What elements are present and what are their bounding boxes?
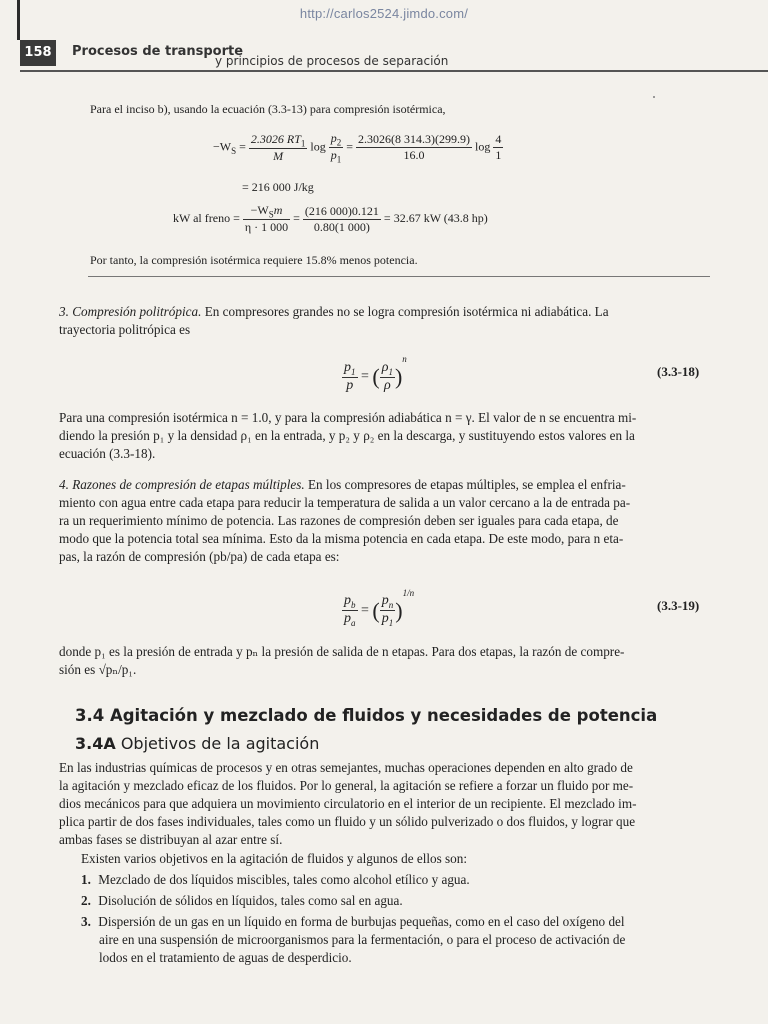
item4-after-line2: sión es √pₙ/p₁.: [59, 662, 137, 677]
item4-line2: miento con agua entre cada etapa para reducir la temperatura de salida a un valor cercano a la de entrada pa-: [59, 495, 631, 510]
corner-rule: [17, 0, 20, 40]
eq2-frac1-den: η · 1 000: [244, 220, 289, 235]
example-conclusion: Por tanto, la compresión isotérmica requiere 15.8% menos potencia.: [90, 253, 418, 267]
page-number: 158: [20, 40, 56, 66]
eq1-frac4-num: 4: [495, 132, 502, 147]
header-rule: [20, 70, 768, 72]
item4-text-line1: En los compresores de etapas múltiples, se emplea el enfria-: [307, 477, 626, 492]
source-url[interactable]: http://carlos2524.jimdo.com/: [299, 6, 469, 21]
eq1-frac4: [493, 132, 503, 163]
list-item-3-continuation: aire en una suspensión de microorganismos para la fermentación, o para el proceso de activación de: [99, 932, 626, 947]
eq18-lhs-frac: $\frac{p_1}{p}$: [344, 359, 356, 393]
equation-3-3-19: $\frac{p_b}{p_a}$ = ( $\frac{p_n}{p_1}$ )$^{1/n}$: [344, 588, 415, 629]
eq1-frac3: [356, 132, 472, 163]
item3-text-line2: trayectoria politrópica es: [59, 322, 191, 337]
eq1-frac2-den-sub: 1: [336, 154, 342, 165]
list-item: [81, 893, 403, 909]
equation-3-3-18: $\frac{p_1}{p}$ = ( $\frac{\rho_1}{\rho}$ )$^n$: [344, 354, 407, 393]
eq-number-3-3-19: (3.3-19): [657, 598, 700, 613]
item3-text-line1: En compresores grandes no se logra compresión isotérmica ni adiabática. La: [204, 304, 609, 319]
eq1-frac2: [329, 131, 344, 165]
eq1-frac1-num: 2.3026 RT: [250, 131, 301, 146]
running-title-rest: y principios de procesos de separación: [215, 54, 449, 68]
list-text: Dispersión de un gas en un líquido en forma de burbujas pequeñas, como en el caso del oxígeno del: [98, 914, 625, 929]
subsection-number: 3.4A: [75, 734, 116, 753]
p1-line: la agitación y mezclado eficaz de los fluidos. Por lo general, la agitación se refiere a forzar un fluido por me-: [59, 778, 634, 793]
eq2-frac1: [243, 203, 290, 235]
p1-line: dios mecánicos para que adquiera un movimiento circulatorio en el interior de un recipiente. El mezclado im-: [59, 796, 637, 811]
subsection-title: Objetivos de la agitación: [120, 734, 320, 753]
eq19-rhs-frac: $\frac{p_n}{p_1}$: [381, 593, 394, 629]
eq1-lhs: −W: [213, 139, 232, 154]
eq2-frac1-num-sub: S: [268, 209, 274, 220]
item4-line4: modo que la potencia total sea mínima. Esto da la misma potencia en cada etapa. De este modo, para n eta-: [59, 531, 624, 546]
list-item-3-continuation: lodos en el tratamiento de aguas de desperdicio.: [99, 950, 352, 965]
item3-title: 3. Compresión politrópica.: [59, 304, 202, 319]
item3-para-line3: ecuación (3.3-18).: [59, 446, 156, 461]
item4-paragraph: [59, 477, 626, 493]
list-number: 3.: [81, 914, 91, 929]
section-heading: 3.4 Agitación y mezclado de fluidos y necesidades de potencia: [75, 706, 658, 725]
subsection-heading: [75, 734, 319, 753]
item4-line3: ra un requerimiento mínimo de potencia. Las razones de compresión deben ser iguales para cada etapa, de: [59, 513, 619, 528]
p1-line: plica partir de dos fases individuales, tales como un fluido y un sólido pulverizado o dos fluidos, y lograr que: [59, 814, 636, 829]
section-paragraph-1: [59, 760, 709, 850]
eq1-frac3-den: 16.0: [403, 148, 425, 163]
list-number: 2.: [81, 893, 91, 908]
scan-speck: [653, 96, 655, 98]
p1-line: ambas fases se distribuyan al azar entre sí.: [59, 832, 283, 847]
section-paragraph-2: Existen varios objetivos en la agitación de fluidos y algunos de ellos son:: [81, 851, 468, 866]
eq19-lhs-frac: $\frac{p_b}{p_a}$: [344, 593, 356, 629]
eq2-frac2: [303, 204, 381, 235]
eq2-frac1-num-m: m: [273, 203, 283, 217]
eq1-result: = 216 000 J/kg: [242, 180, 314, 194]
item4-line5: pas, la razón de compresión (pb/pa) de cada etapa es:: [59, 549, 340, 564]
eq2-frac1-num: −W: [250, 203, 269, 217]
item3-paragraph: [59, 304, 609, 320]
item3-para-line1: Para una compresión isotérmica n = 1.0, y para la compresión adiabática n = γ. El valor de n se encuentra mi-: [59, 410, 637, 425]
item4-after-line1: donde p₁ es la presión de entrada y pₙ la presión de salida de n etapas. Para dos etapas, la razón de compre-: [59, 644, 625, 659]
eq1-log: log: [310, 139, 326, 154]
list-number: 1.: [81, 872, 91, 887]
example-end-rule: [88, 276, 710, 277]
brake-power-equation: kW al freno = $\frac{-W_Sm}{\eta \cdot 1 000}$ = $\frac{(216 000)0.121}{0.80(1 000)}$ = 32.67 kW (43.8 hp): [173, 203, 488, 235]
eq1-frac1-den: M: [273, 149, 284, 164]
eq-number-3-3-18: (3.3-18): [657, 364, 700, 379]
list-text: Disolución de sólidos en líquidos, tales como sal en agua.: [98, 893, 403, 908]
eq1-frac2-den: p: [330, 148, 337, 163]
item3-para-line2: diendo la presión p₁ y la densidad ρ₁ en la entrada, y p₂ y ρ₂ en la descarga, y sustituyendo estos valores en la: [59, 428, 635, 443]
eq18-rhs-frac: $\frac{\rho_1}{\rho}$: [381, 359, 393, 393]
item4-title: 4. Razones de compresión de etapas múltiples.: [59, 477, 305, 492]
list-item: [81, 914, 625, 930]
eq1-frac4-den: 1: [495, 148, 502, 163]
eq2-frac2-num: (216 000)0.121: [304, 203, 379, 218]
eq1-lhs-sub: S: [231, 146, 237, 157]
eq2-lhs: kW al freno =: [173, 210, 240, 225]
eq1-frac1-num-sub: 1: [300, 138, 306, 149]
p1-line: En las industrias químicas de procesos y en otras semejantes, muchas operaciones dependen en alto grado de: [59, 760, 633, 775]
list-item: [81, 872, 470, 888]
eq1-frac3-num: 2.3026(8 314.3)(299.9): [358, 132, 471, 147]
example-intro: Para el inciso b), usando la ecuación (3.3-13) para compresión isotérmica,: [90, 102, 446, 116]
eq1-frac1: [249, 132, 308, 164]
eq1-frac2-num-sub: 2: [336, 137, 342, 148]
eq1-log2: log: [475, 139, 491, 154]
list-text: Mezclado de dos líquidos miscibles, tales como alcohol etílico y agua.: [98, 872, 470, 887]
running-title-bold: Procesos de transporte: [72, 44, 244, 59]
eq1-frac2-num: p: [330, 131, 337, 145]
equation-work: $-W_S$ = $\frac{2.3026 RT_1}{M}$ log $\frac{p_2}{p_1}$ = $\frac{2.3026(8 314.3)(299.9)}{16.0}$ log $\frac{4}{1}$: [213, 131, 502, 165]
eq2-frac2-den: 0.80(1 000): [313, 219, 370, 234]
eq2-result: = 32.67 kW (43.8 hp): [383, 210, 488, 225]
